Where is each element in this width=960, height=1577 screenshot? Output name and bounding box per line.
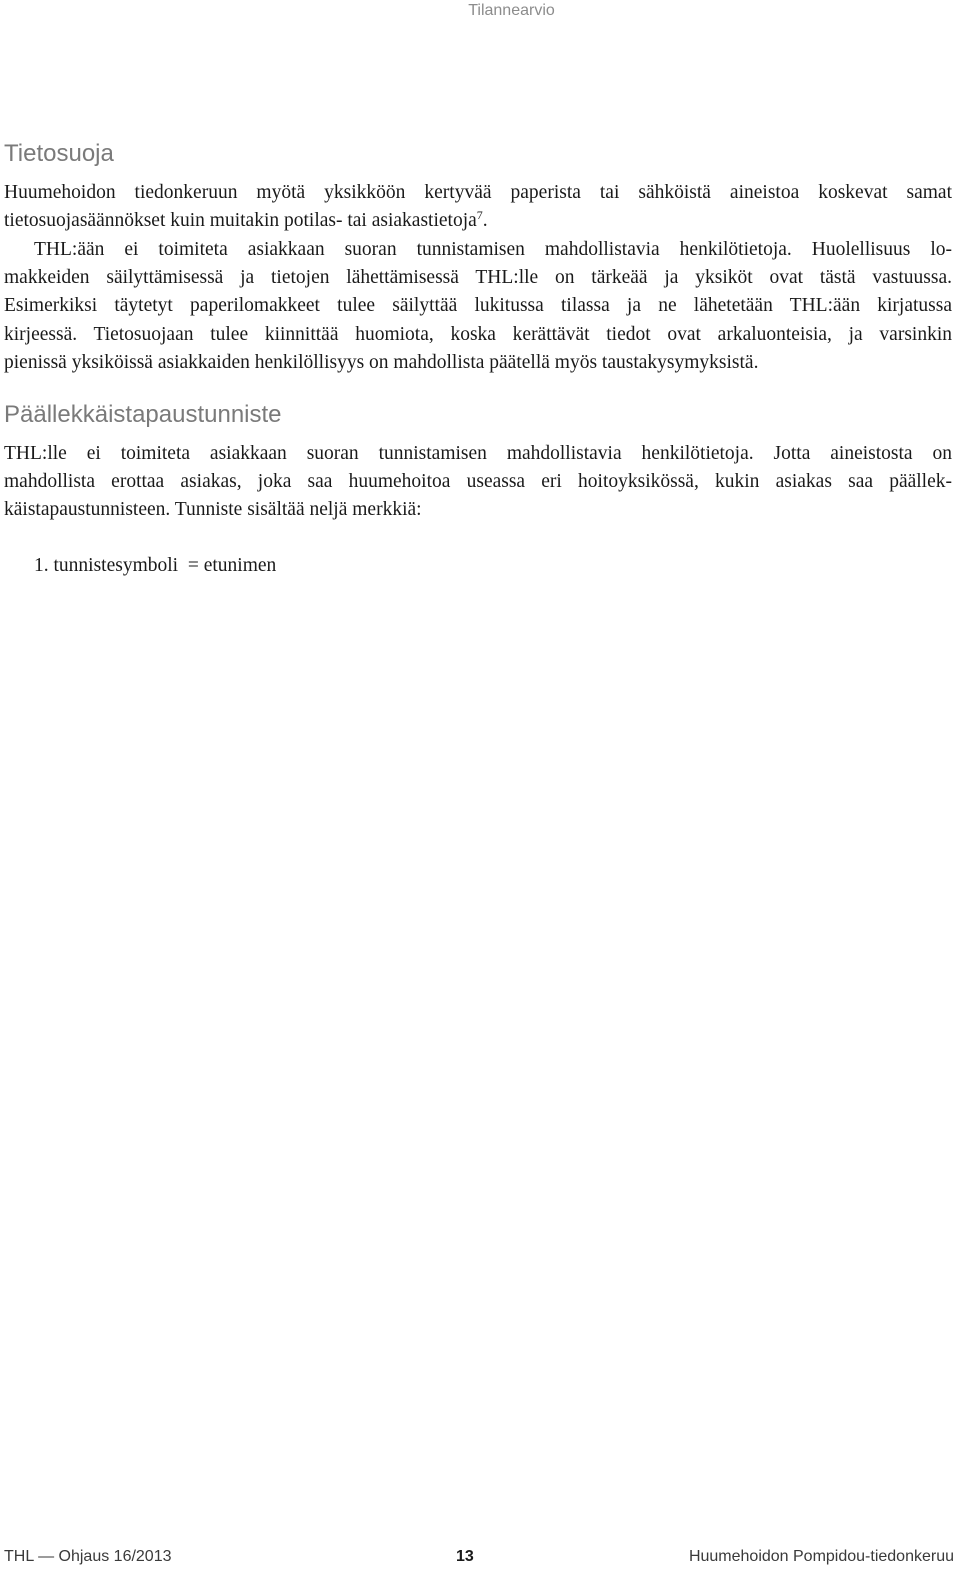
list-item-label: tunnistesymboli (53, 555, 179, 576)
page-footer (0, 1546, 960, 1568)
paragraph-line: makkeiden säilyttämisessä ja tietojen lähettämisessä THL:lle on tärkeää ja yksiköt ovat tästä vastuussa. (4, 267, 952, 288)
paragraph-line: THL:lle ei toimiteta asiakkaan suoran tunnistamisen mahdollistavia henkilötietoja. Jotta aineistosta on (4, 443, 952, 464)
paragraph-line: Esimerkiksi täytetyt paperilomakkeet tulee säilyttää lukitussa tilassa ja ne lähetetään THL:ään kirjatussa (4, 295, 952, 316)
paragraph-line: mahdollista erottaa asiakas, joka saa huumehoitoa useassa eri hoitoyksikössä, kukin asiakas saa päällek- (4, 471, 952, 492)
paragraph-line: kirjeessä. Tietosuojaan tulee kiinnittää huomiota, koska kerättävät tiedot ovat arkaluonteisia, ja varsinkin (4, 324, 952, 345)
paragraph-line-tail: . (482, 210, 488, 231)
paragraph-line: Huumehoidon tiedonkeruun myötä yksikköön kertyvää paperista tai sähköistä aineistoa koskevat samat (4, 182, 952, 203)
section-heading-paallekkaistapaustunniste: Päällekkäistapaustunniste (4, 401, 282, 428)
footnote-reference: 7 (476, 208, 483, 222)
list-item-value: etunimen (203, 555, 277, 576)
paragraph-line (4, 207, 952, 235)
running-header: Tilannearvio (468, 2, 555, 19)
list-item-number: 1. (34, 555, 49, 576)
section-heading-tietosuoja: Tietosuoja (4, 140, 114, 167)
page-number: 13 (456, 1548, 474, 1565)
paragraph-line: käistapaustunnisteen. Tunniste sisältää neljä merkkiä: (4, 499, 422, 520)
list-item (34, 552, 276, 580)
footer-document-title: Huumehoidon Pompidou-tiedonkeruu (688, 1548, 954, 1565)
paragraph-line-text: tietosuojasäännökset kuin muitakin potilas- tai asiakastietoja (4, 210, 477, 231)
paragraph-line: THL:ään ei toimiteta asiakkaan suoran tunnistamisen mahdollistavia henkilötietoja. Huolellisuus lo- (34, 239, 952, 260)
footer-publication: THL — Ohjaus 16/2013 (4, 1548, 172, 1565)
list-item-separator: = (187, 555, 199, 576)
paragraph-line: pienissä yksiköissä asiakkaiden henkilöllisyys on mahdollista päätellä myös taustakysymyksistä. (4, 352, 759, 373)
